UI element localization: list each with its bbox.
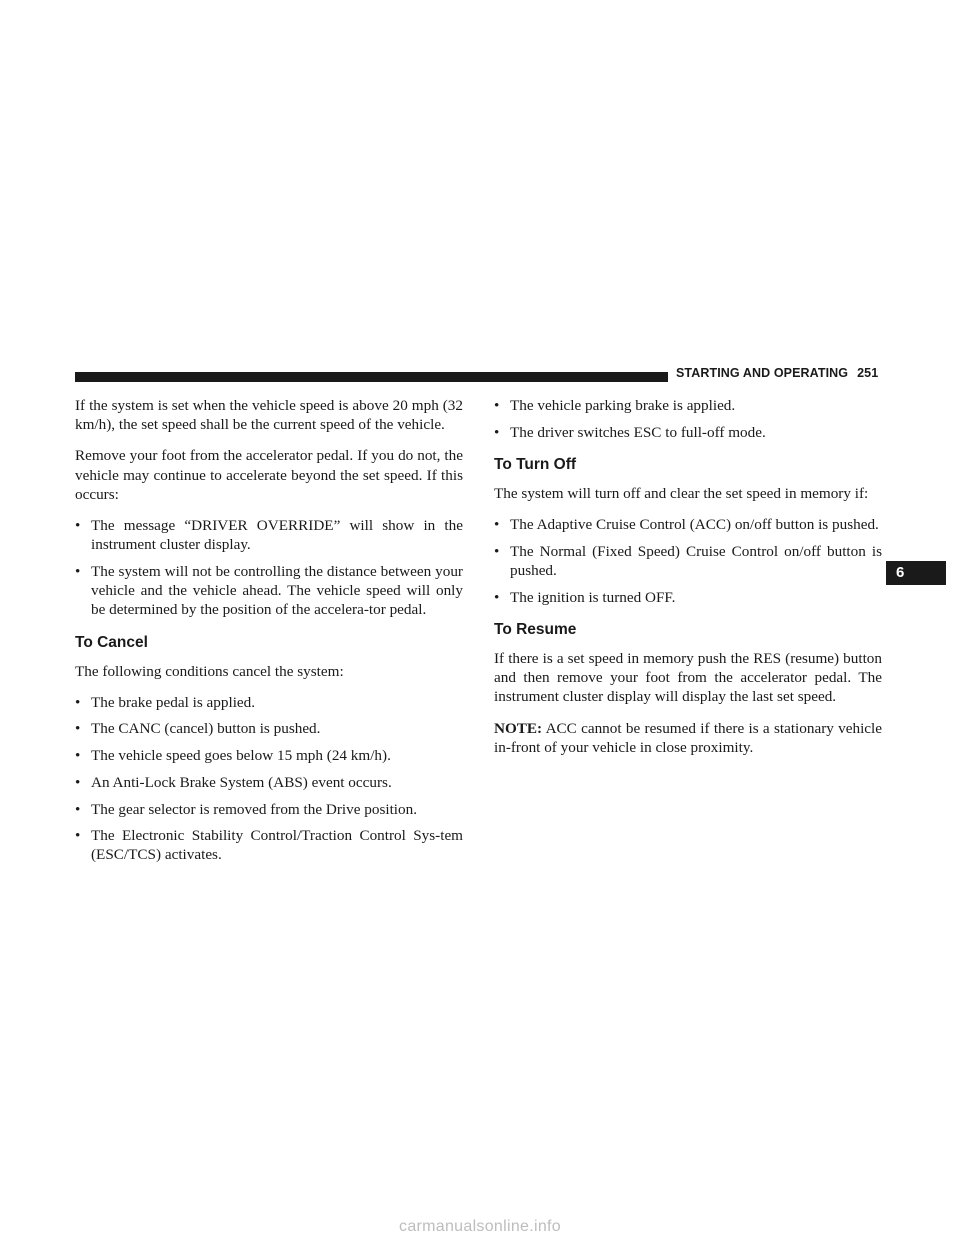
running-header — [676, 366, 878, 380]
header-rule — [75, 372, 668, 382]
right-column — [494, 396, 882, 769]
list-item: • The message “DRIVER OVERRIDE” will show in the instrument cluster display. — [75, 517, 463, 554]
note-text: ACC cannot be resumed if there is a stationary vehicle in-front of your vehicle in close proximity. — [494, 719, 882, 756]
list-item: • The vehicle parking brake is applied. — [494, 397, 736, 414]
bullet-icon: • — [494, 516, 500, 534]
list-item: • The ignition is turned OFF. — [494, 588, 676, 606]
list-item: • The Normal (Fixed Speed) Cruise Control on/off button is pushed. — [494, 542, 882, 580]
turn-off-intro: The system will turn off and clear the set speed in memory if: — [494, 484, 869, 502]
turn-off-list — [494, 515, 882, 607]
bullet-icon: • — [75, 517, 81, 535]
list-item: • The Electronic Stability Control/Traction Control Sys-tem (ESC/TCS) activates. — [75, 827, 463, 864]
bullet-icon: • — [75, 773, 81, 791]
watermark: carmanualsonline.info — [399, 1218, 561, 1235]
list-item: • An Anti-Lock Brake System (ABS) event occurs. — [75, 773, 392, 791]
left-column — [75, 396, 463, 872]
resume-paragraph: If there is a set speed in memory push the RES (resume) button and then remove your foot from the accelerator pedal. The instrument cluster display will display the last set speed. — [494, 649, 882, 706]
override-paragraph: Remove your foot from the accelerator pedal. If you do not, the vehicle may continue to accelerate beyond the set speed. If this occurs: — [75, 447, 463, 503]
override-list — [75, 516, 463, 620]
list-item: • The brake pedal is applied. — [75, 693, 256, 711]
bullet-icon: • — [75, 747, 81, 765]
bullet-icon: • — [75, 562, 81, 580]
set-speed-paragraph: If the system is set when the vehicle speed is above 20 mph (32 km/h), the set speed shall be the current speed of the vehicle. — [75, 397, 463, 434]
bullet-icon: • — [75, 800, 81, 818]
bullet-icon: • — [75, 720, 81, 738]
cancel-list — [75, 693, 463, 865]
list-item: • The system will not be controlling the distance between your vehicle and the vehicle ahead. The vehicle speed will only be determined by the position of the accelera-tor pedal. — [75, 562, 463, 619]
bullet-icon: • — [75, 827, 81, 845]
section-title: STARTING AND OPERATING — [676, 366, 849, 380]
cancel-intro: The following conditions cancel the system: — [75, 662, 344, 680]
list-item: • The CANC (cancel) button is pushed. — [75, 720, 321, 738]
bullet-icon: • — [494, 588, 500, 606]
page-number: 251 — [857, 366, 879, 380]
list-item: • The driver switches ESC to full-off mode. — [494, 423, 766, 441]
chapter-tab: 6 — [886, 561, 946, 585]
bullet-icon: • — [75, 693, 81, 711]
note-paragraph — [494, 719, 882, 757]
list-item: • The Adaptive Cruise Control (ACC) on/off button is pushed. — [494, 516, 879, 534]
note-label: NOTE: — [494, 719, 543, 737]
list-item: • The gear selector is removed from the Drive position. — [75, 800, 418, 818]
to-resume-heading: To Resume — [494, 620, 577, 638]
to-cancel-heading: To Cancel — [75, 633, 148, 651]
bullet-icon: • — [494, 542, 500, 560]
bullet-icon: • — [494, 423, 500, 441]
list-item: • The vehicle speed goes below 15 mph (24 km/h). — [75, 747, 391, 765]
bullet-icon: • — [494, 397, 500, 414]
cancel-list-continued — [494, 396, 882, 442]
to-turn-off-heading: To Turn Off — [494, 455, 577, 473]
